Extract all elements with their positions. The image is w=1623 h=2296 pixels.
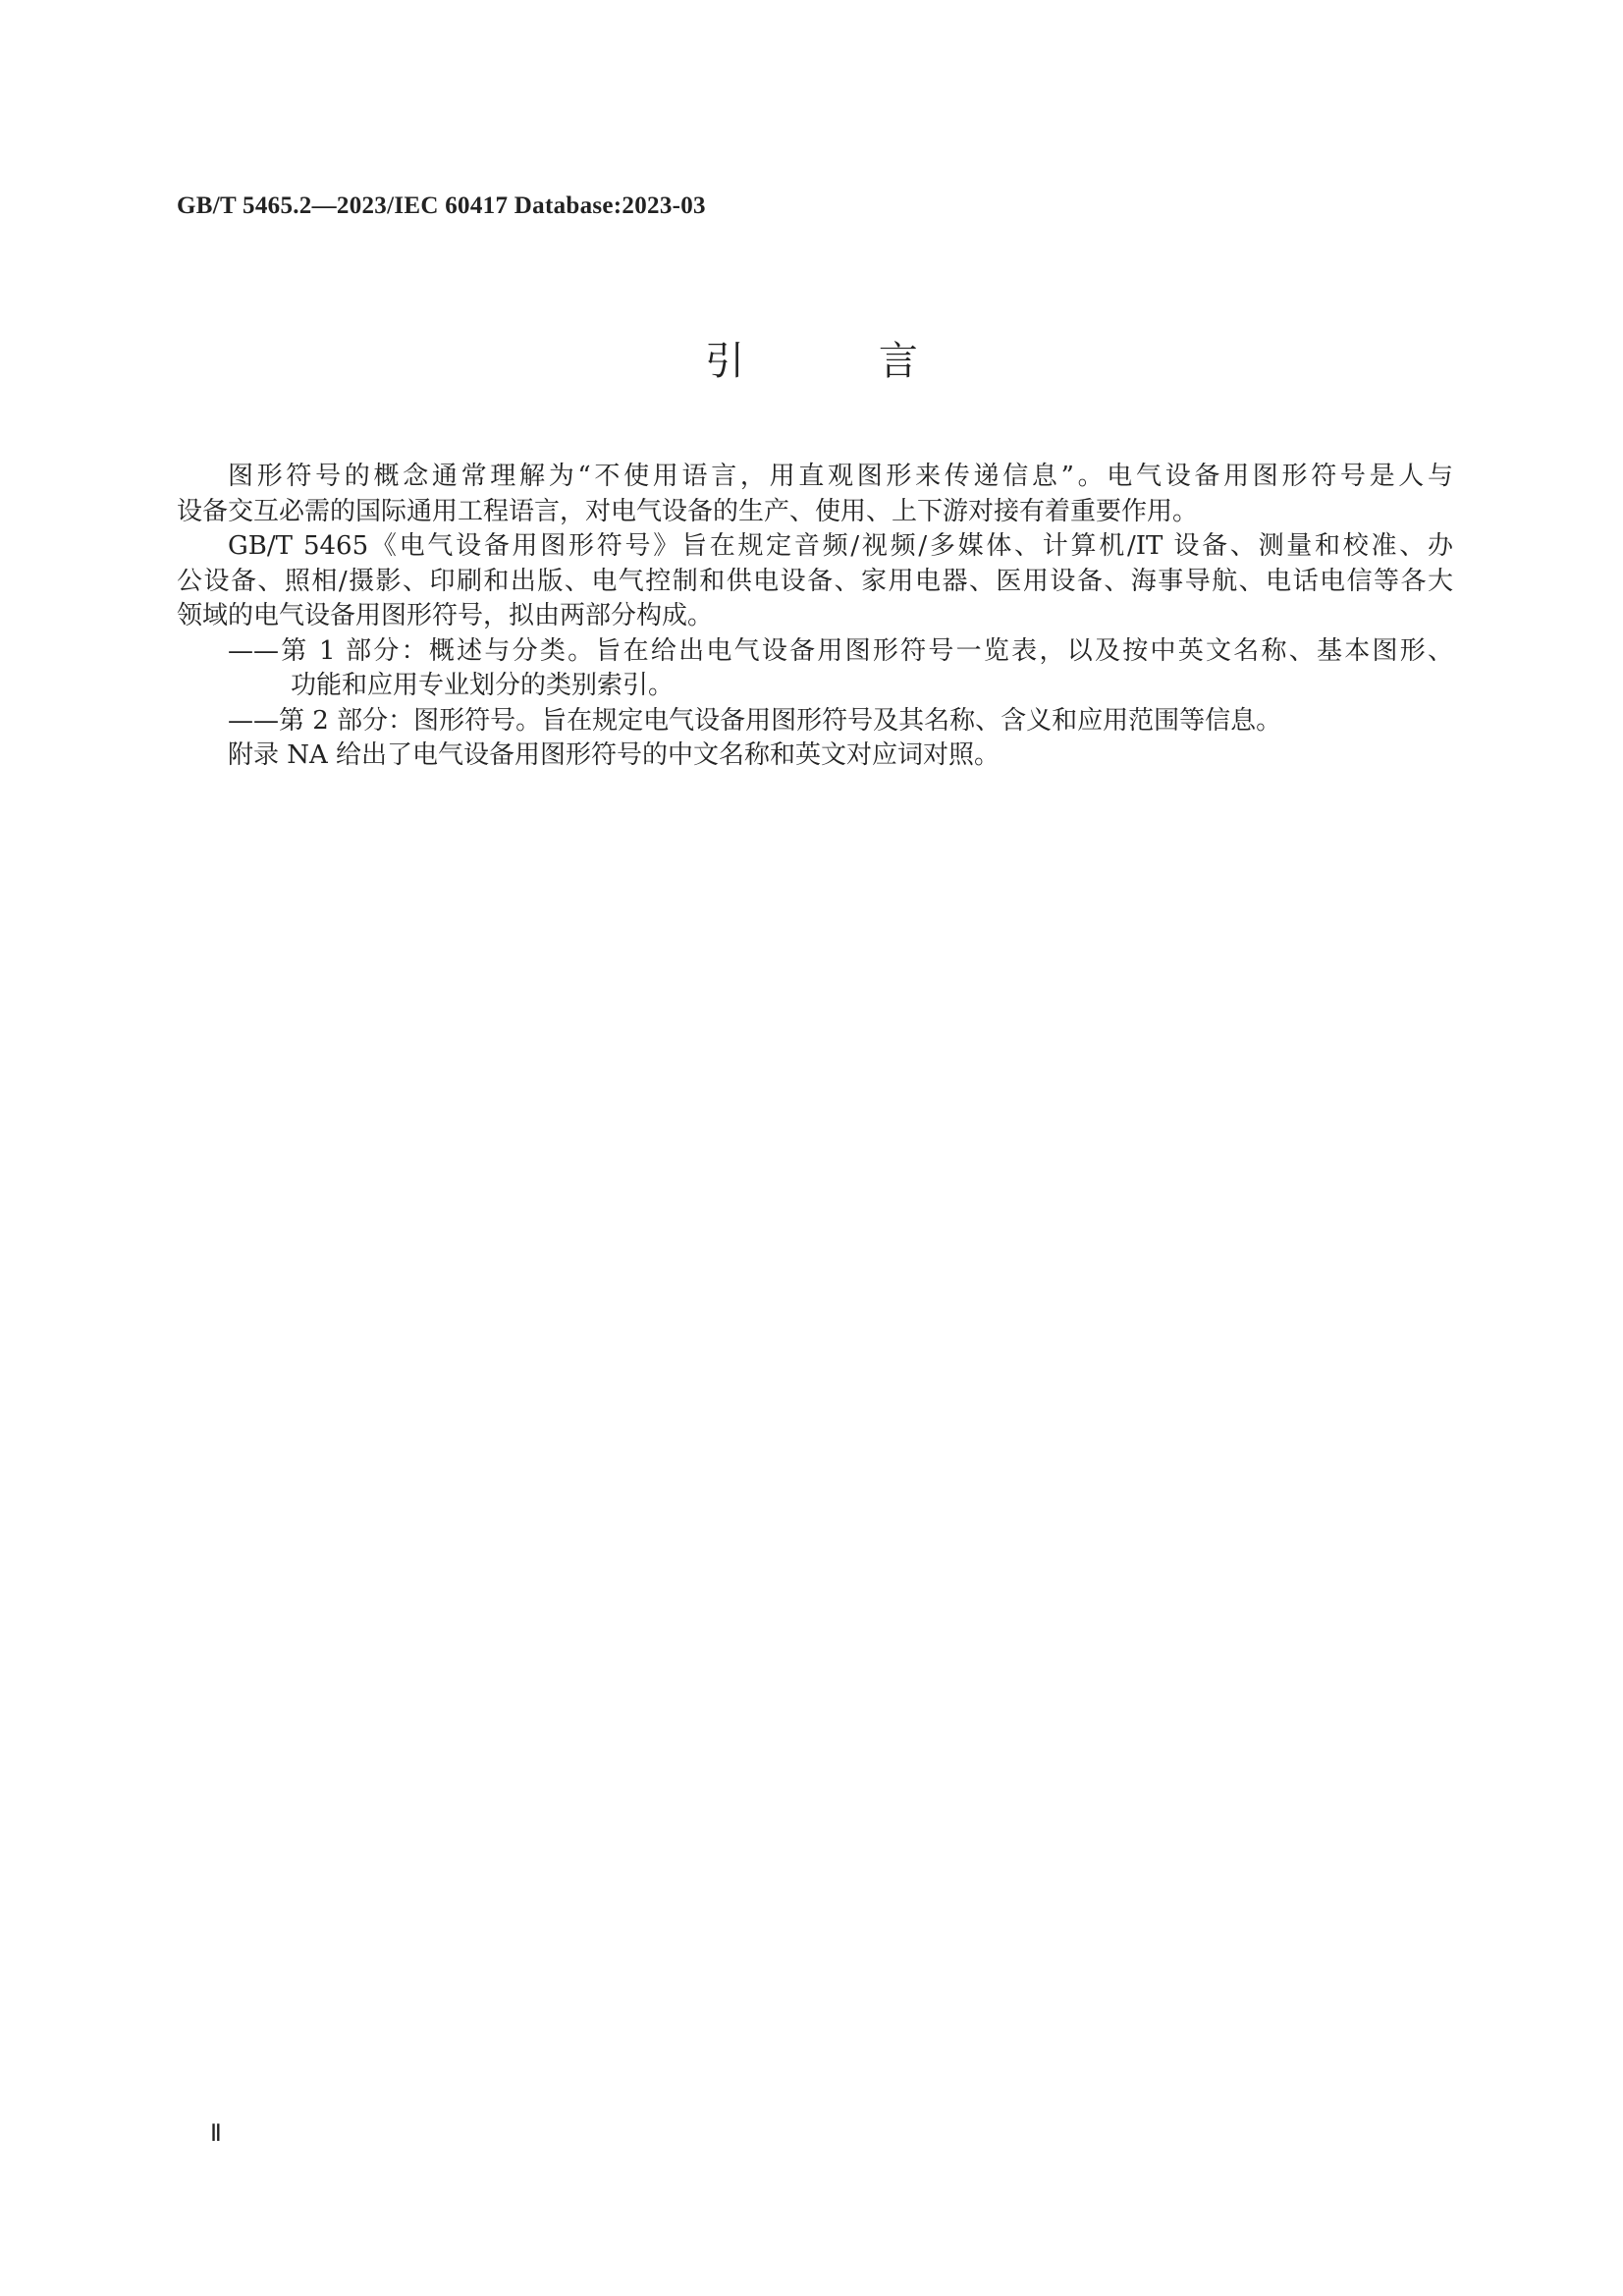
introduction-body	[177, 460, 1453, 774]
paragraph-line: 图形符号的概念通常理解为“不使用语言，用直观图形来传递信息”。电气设备用图形符号是人与	[228, 462, 1453, 491]
paragraph-purpose	[177, 460, 1453, 529]
page-number: Ⅱ	[210, 2121, 222, 2147]
list-item-line: 功能和应用专业划分的类别索引。	[291, 671, 675, 700]
paragraph-line: GB/T 5465《电气设备用图形符号》旨在规定音频/视频/多媒体、计算机/IT 设备、测量和校准、办	[228, 531, 1453, 561]
paragraph-line: 领域的电气设备用图形符号，拟由两部分构成。	[177, 601, 714, 630]
paragraph-annex	[177, 738, 1453, 774]
standard-header: GB/T 5465.2—2023/IEC 60417 Database:2023-03	[177, 192, 706, 219]
paragraph-scope	[177, 529, 1453, 634]
list-item-line: ——第 1 部分：概述与分类。旨在给出电气设备用图形符号一览表，以及按中英文名称、基本图形、	[228, 635, 1453, 666]
list-item-line: ——第 2 部分：图形符号。旨在规定电气设备用图形符号及其名称、含义和应用范围等信息。	[228, 705, 1282, 736]
paragraph-line: 公设备、照相/摄影、印刷和出版、电气控制和供电设备、家用电器、医用设备、海事导航、电话电信等各大	[177, 566, 1453, 596]
list-item-part-1	[177, 634, 1453, 704]
page-title: 引 言	[705, 339, 979, 384]
paragraph-line: 附录 NA 给出了电气设备用图形符号的中文名称和英文对应词对照。	[228, 740, 1001, 770]
list-item-part-2	[177, 704, 1453, 739]
paragraph-line: 设备交互必需的国际通用工程语言，对电气设备的生产、使用、上下游对接有着重要作用。	[177, 496, 1199, 526]
